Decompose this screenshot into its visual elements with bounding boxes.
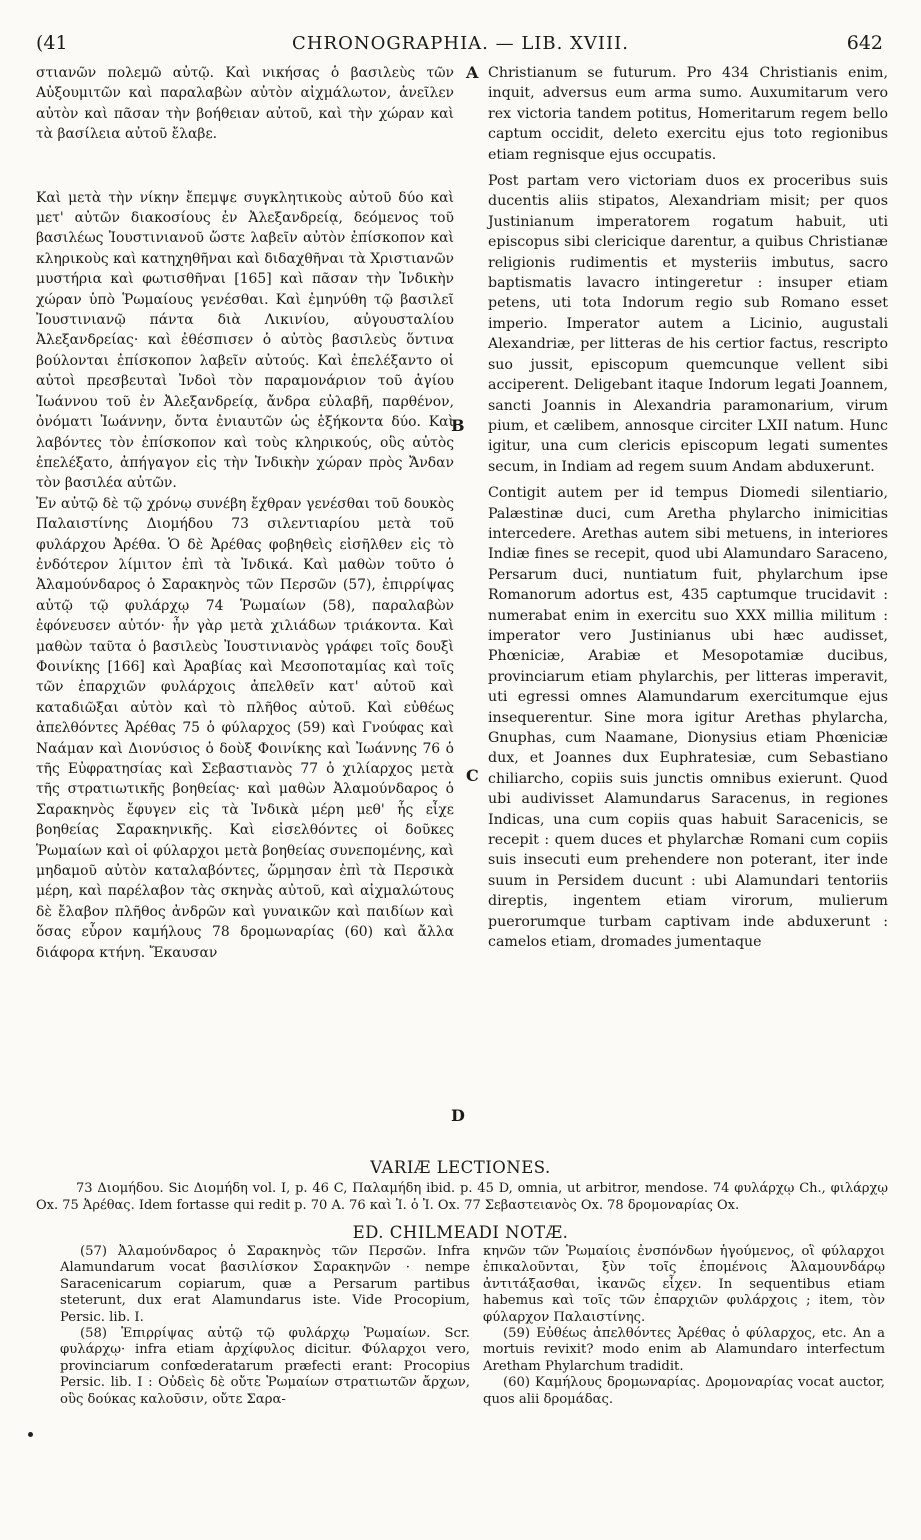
greek-paragraph-3: Ἐν αὐτῷ δὲ τῷ χρόνῳ συνέβη ἔχθραν γενέσθαι τοῦ δουκὸς Παλαιστίνης Διομήδου 73 σιλεντιαρίου μετὰ τοῦ φυλάρχου Ἀρέθα. Ὁ δὲ Ἀρέθας φοβηθεὶς εἰσῆλθεν εἰς τὸ ἐνδότερον λίμιτον ἐπὶ τὰ Ἰνδικά. Καὶ μαθὼν τοῦτο ὁ Ἀλαμούνδαρος ὁ Σαρακηνὸς τῶν Περσῶν (57), ἐπιρρίψας αὐτῷ τῷ φυλάρχῳ 74 Ῥωμαίων (58), παραλαβὼν ἐφόνευσεν αὐτόν· ἦν γὰρ μετὰ χιλιάδων τριάκοντα. Καὶ μαθὼν ταῦτα ὁ βασιλεὺς Ἰουστινιανὸς γράφει τοῖς δουξὶ Φοινίκης [166] καὶ Ἀραβίας καὶ Μεσοποταμίας καὶ τοῖς τῶν ἐπαρχιῶν φυλάρχοις ἀπελθεῖν κατ' αὐτοῦ καὶ καταδιῶξαι αὐτὸν καὶ τὸ πλῆθος αὐτοῦ. Καὶ εὐθέως ἀπελθόντες Ἀρέθας 75 ὁ φύλαρχος (59) καὶ Γνούφας καὶ Ναάμαν καὶ Διονύσιος ὁ δοὺξ Φοινίκης καὶ Ἰωάννης 76 ὁ τῆς Εὐφρατησίας καὶ Σεβαστιανὸς 77 ὁ χιλίαρχος μετὰ τῆς στρατιωτικῆς βοηθείας· καὶ μαθὼν Ἀλαμούνδαρος ὁ Σαρακηνὸς ἔφυγεν εἰς τὰ Ἰνδικὰ μέρη μεθ' ἧς εἶχε βοηθείας Σαρακηνικῆς. Καὶ εἰσελθόντες οἱ δοῦκες Ῥωμαίων καὶ οἱ φύλαρχοι μετὰ βοηθείας συνεπομένης, καὶ μηδαμοῦ αὐτὸν καταλαβόντες, ὥρμησαν ἐπὶ τὰ Περσικὰ μέρη, καὶ παρέλαβον τὰς σκηνὰς αὐτοῦ, καὶ αἰχμαλώτους δὲ ἔλαβον πλῆθος ἀνδρῶν καὶ γυναικῶν καὶ παιδίων καὶ ὅσας εὗρον καμήλους 78 δρομωναρίας (60) καὶ ἄλλα διάφορα κτήνη. Ἔκαυσαν	[36, 495, 454, 961]
greek-paragraph-2: Καὶ μετὰ τὴν νίκην ἔπεμψε συγκλητικοὺς αὐτοῦ δύο καὶ μετ' αὐτῶν διακοσίους ἐν Ἀλεξανδρείᾳ, δεόμενος τοῦ βασιλέως Ἰουστινιανοῦ ὥστε λαβεῖν αὐτὸν ἐπίσκοπον καὶ κληρικοὺς καὶ κατηχηθῆναι καὶ διδαχθῆναι τὰ Χριστιανῶν μυστήρια καὶ φωτισθῆναι [165] καὶ πᾶσαν τὴν Ἰνδικὴν χώραν ὑπὸ Ῥωμαίους γενέσθαι. Καὶ ἐμηνύθη τῷ βασιλεῖ Ἰουστινιανῷ πάντα διὰ Λικινίου, αὐγουσταλίου Ἀλεξανδρείας· καὶ ἐθέσπισεν ὁ αὐτὸς βασιλεὺς ὅντινα βούλονται ἐπίσκοπον λαβεῖν αὐτούς. Καὶ ἐπελέξαντο οἱ αὐτοὶ πρεσβευταὶ Ἰνδοὶ τὸν παραμονάριον τοῦ ἁγίου Ἰωάννου τοῦ ἐν Ἀλεξανδρείᾳ, ἄνδρα εὐλαβῆ, παρθένον, ὀνόματι Ἰωάννην, ὄντα ἐνιαυτῶν ὡς ἑξήκοντα δύο. Καὶ λαβόντες τὸν ἐπίσκοπον καὶ τοὺς κληρικούς, οὓς αὐτὸς ἐπελέξατο, ἀπήγαγον εἰς τὴν Ἰνδικὴν χώραν πρὸς Ἄνδαν τὸν βασιλέα αὐτῶν.	[36, 189, 454, 492]
note-58-continued: κηνῶν τῶν Ῥωμαίοις ἐνσπόνδων ἡγούμενος, οἳ φύλαρχοι ἐπικαλοῦνται, ξὺν τοῖς ἑπομένοις Ἀλαμουνδάρῳ ἀντιτάξασθαι, ἱκανῶς εἶχεν. In sequentibus etiam habemus καὶ τοῖς τῶν ἐπαρχιῶν φυλάρχοις ; item, τὸν φύλαρχον Παλαιστίνης.	[483, 1244, 885, 1325]
variae-lectiones-text: 73 Διομήδου. Sic Διομήδη vol. I, p. 46 C, Παλαμήδη ibid. p. 45 D, omnia, ut arbitror, mendose. 74 φυλάρχῳ Ch., φιλάρχῳ Ox. 75 Ἀρέθας. Idem fortasse qui redit p. 70 A. 76 καὶ Ἰ. ὁ Ἰ. Ox. 77 Σεβαστειανὸς Ox. 78 δρομοναρίας Ox.	[36, 1181, 888, 1213]
note-60: (60) Καμήλους δρομωναρίας. Δρομοναρίας vocat auctor, quos alii δρομάδας.	[483, 1375, 885, 1407]
note-59: (59) Εὐθέως ἀπελθόντες Ἀρέθας ὁ φύλαρχος, etc. An a mortuis revixit? modo enim ab Alamundaro interfectum Aretham Phylarchum tradidit.	[483, 1326, 885, 1374]
greek-column	[36, 63, 454, 963]
notes-column-left	[60, 1244, 470, 1408]
margin-marker-d: D	[451, 1106, 465, 1125]
page-header	[0, 32, 921, 62]
margin-marker-a: A	[466, 63, 479, 82]
page-number-left: (41	[36, 32, 68, 54]
margin-dot	[28, 1432, 33, 1437]
notes-title: ED. CHILMEADI NOTÆ.	[352, 1223, 569, 1242]
running-title: CHRONOGRAPHIA. — LIB. XVIII.	[292, 33, 629, 54]
latin-paragraph-3: Contigit autem per id tempus Diomedi silentiario, Palæstinæ duci, cum Aretha phylarcho inimicitias intercedere. Arethas autem sibi metuens, in interiores Indiæ fines se recepit, quod ubi Alamundaro Saraceno, Persarum duci, nuntiatum fuit, phylarchum ipse Romanorum adortus est, 435 captumque trucidavit : numerabat enim in exercitu suo XXX millia militum : imperator vero Justinianus ubi hæc audisset, Phœniciæ, Arabiæ et Mesopotamiæ ducibus, provinciarum etiam phylarchis, per litteras imperavit, uti egressi omnes Alamundarum exercitumque ejus insequerentur. Sine mora igitur Arethas phylarcha, Gnuphas, cum Naamane, Dionysius etiam Phœniciæ dux, et Joannes dux Euphratesiæ, cum Sebastiano chiliarcho, copiis suis junctis omnibus exierunt. Quod ubi audivisset Alamundarus Saracenus, in regiones Indicas, una cum copiis quas habuit Saracenicis, se recepit : quem duces et phylarchæ Romani cum copiis suis insecuti eum prehendere non poterant, iter inde suum in Persidem ducunt : ubi Alamundari tentoriis direptis, ingentem etiam virorum, mulierum puerorumque turbam captivam inde abduxerunt : camelos etiam, dromades jumentaque	[488, 485, 888, 951]
page-number-right: 642	[846, 32, 883, 54]
margin-marker-b: B	[451, 416, 465, 435]
note-58: (58) Ἐπιρρίψας αὐτῷ τῷ φυλάρχῳ Ῥωμαίων. Scr. φυλάρχῳ· infra etiam ἀρχίφυλος dicitur. Φύλαρχοι vero, provinciarum confœderatarum præfecti erant: Procopius Persic. lib. I : Οὐδεὶς δὲ οὔτε Ῥωμαίων στρατιωτῶν ἄρχων, οὓς δούκας καλοῦσιν, οὔτε Σαρα-	[60, 1326, 470, 1407]
latin-paragraph-1: Christianum se futurum. Pro 434 Christianis enim, inquit, adversus eum arma sumo. Auxumitarum vero rex victoria tandem potitus, Homeritarum regem bello captum occidit, deleto exercitu ejus toto regionibus etiam regnisque ejus occupatis.	[488, 65, 888, 163]
margin-marker-c: C	[466, 766, 479, 785]
latin-column	[488, 63, 888, 952]
note-57: (57) Ἀλαμούνδαρος ὁ Σαρακηνὸς τῶν Περσῶν. Infra Alamundarum vocat βασιλίσκον Σαρακηνῶν · nempe Saracenicarum copiarum, quæ a Persarum partibus steterunt, dux erat Alamundarus iste. Vide Procopium, Persic. lib. I.	[60, 1244, 470, 1325]
latin-paragraph-2: Post partam vero victoriam duos ex proceribus suis ducentis aliis stipatos, Alexandriam misit; per quos Justinianum imperatorem rogatum habuit, uti episcopus sibi clericique darentur, a quibus Christianæ religionis rudimentis et mysteriis imbutus, sacro baptismatis lavacro intingeretur : insuper etiam petens, uti tota Indorum regio sub Romano esset imperio. Imperator autem a Licinio, augustali Alexandriæ, per litteras de his certior factus, rescripto suo jussit, episcopum quemcunque vellent sibi acciperent. Deligebant itaque Indorum legati Joannem, sancti Joannis in Alexandria paramonarium, virum pium, et cælibem, annosque circiter LXII natum. Hunc igitur, una cum clericis episcopum legati sumentes secum, in Indiam ad regem suum Andam abduxerunt.	[488, 173, 888, 475]
notes-column-right	[483, 1244, 885, 1408]
variae-lectiones	[36, 1181, 888, 1214]
variae-lectiones-title: VARIÆ LECTIONES.	[370, 1158, 551, 1177]
greek-paragraph-1: στιανῶν πολεμῶ αὐτῷ. Καὶ νικήσας ὁ βασιλεὺς τῶν Αὐξουμιτῶν καὶ παραλαβὼν αὐτὸν αἰχμάλωτον, ἀνεῖλεν αὐτὸν καὶ πᾶσαν τὴν βοήθειαν αὐτοῦ, καὶ τὴν χώραν καὶ τὰ βασίλεια αὐτοῦ ἔλαβε.	[36, 65, 454, 143]
